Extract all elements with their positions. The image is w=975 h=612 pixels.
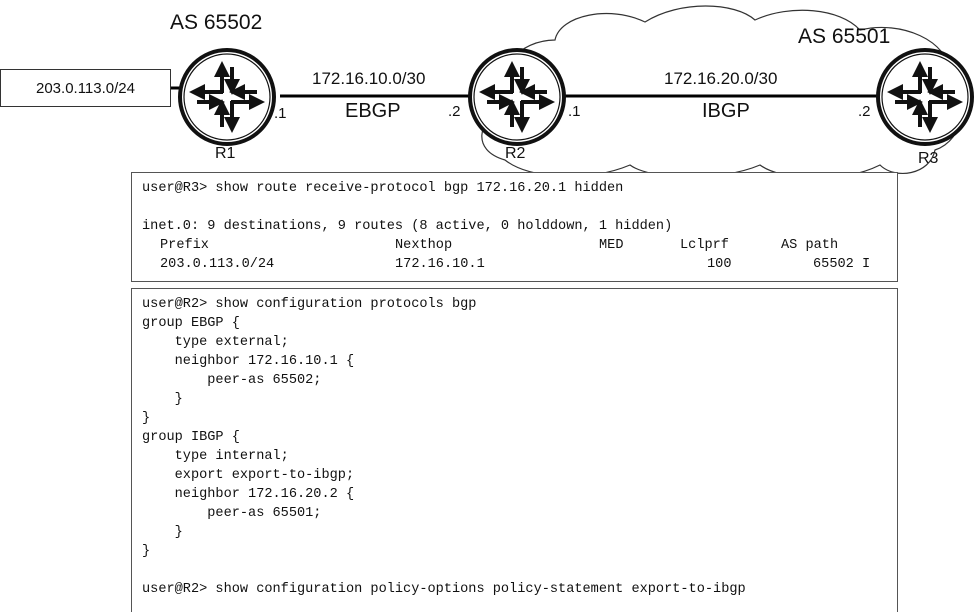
external-prefix-label: 203.0.113.0/24 [36, 79, 135, 97]
config-line: group IBGP { [142, 430, 240, 445]
router-r1-name: R1 [215, 145, 236, 162]
config-line: neighbor 172.16.20.2 { [142, 487, 355, 502]
config-line: user@R2> show configuration protocols bgp [142, 297, 477, 312]
table-row [142, 255, 897, 274]
config-line: } [142, 411, 151, 426]
config-line: user@R2> show configuration policy-options policy-statement export-to-ibgp [142, 582, 746, 597]
r3-command-line: user@R3> show route receive-protocol bgp 172.16.20.1 hidden [142, 181, 624, 196]
config-line: } [142, 392, 183, 407]
external-prefix-box [0, 69, 171, 107]
config-line: type internal; [142, 449, 289, 464]
link2-right-end-label: .2 [858, 103, 871, 120]
link2-subnet-label: 172.16.20.0/30 [664, 69, 778, 88]
link2-left-end-label: .1 [568, 103, 581, 120]
config-line: group EBGP { [142, 316, 240, 331]
r2-config-output-panel [131, 288, 898, 612]
config-line [142, 561, 897, 580]
row-nexthop-cell: 172.16.10.1 [395, 257, 485, 272]
router-r3-icon [878, 50, 972, 144]
link1-right-end-label: .2 [448, 103, 461, 120]
link1-protocol-label: EBGP [345, 100, 401, 122]
col-lclprf-header: Lclprf [680, 238, 729, 253]
config-line: export export-to-ibgp; [142, 468, 355, 483]
col-med-header: MED [599, 238, 624, 253]
r3-route-output-panel [131, 172, 898, 282]
link2-protocol-label: IBGP [702, 100, 750, 122]
router-r2-name: R2 [505, 145, 526, 162]
blank-line [142, 198, 897, 217]
row-prefix-cell: 203.0.113.0/24 [160, 257, 275, 272]
row-aspath-cell: 65502 I [813, 257, 871, 272]
link1-left-end-label: .1 [274, 105, 287, 122]
config-line: } [142, 544, 151, 559]
col-aspath-header: AS path [781, 238, 839, 253]
config-line: neighbor 172.16.10.1 { [142, 354, 355, 369]
as-left-label: AS 65502 [170, 11, 263, 34]
col-prefix-header: Prefix [160, 238, 209, 253]
router-r3-name: R3 [918, 150, 939, 167]
config-line: } [142, 525, 183, 540]
config-line: peer-as 65501; [142, 506, 322, 521]
row-lclprf-cell: 100 [707, 257, 732, 272]
route-table-header [142, 236, 897, 255]
config-line: peer-as 65502; [142, 373, 322, 388]
router-r1-icon [180, 50, 274, 144]
inet0-summary-line: inet.0: 9 destinations, 9 routes (8 active, 0 holddown, 1 hidden) [142, 219, 673, 234]
config-line: type external; [142, 335, 289, 350]
link1-subnet-label: 172.16.10.0/30 [312, 69, 426, 88]
as-right-label: AS 65501 [798, 25, 891, 48]
col-nexthop-header: Nexthop [395, 238, 453, 253]
router-r2-icon [470, 50, 564, 144]
